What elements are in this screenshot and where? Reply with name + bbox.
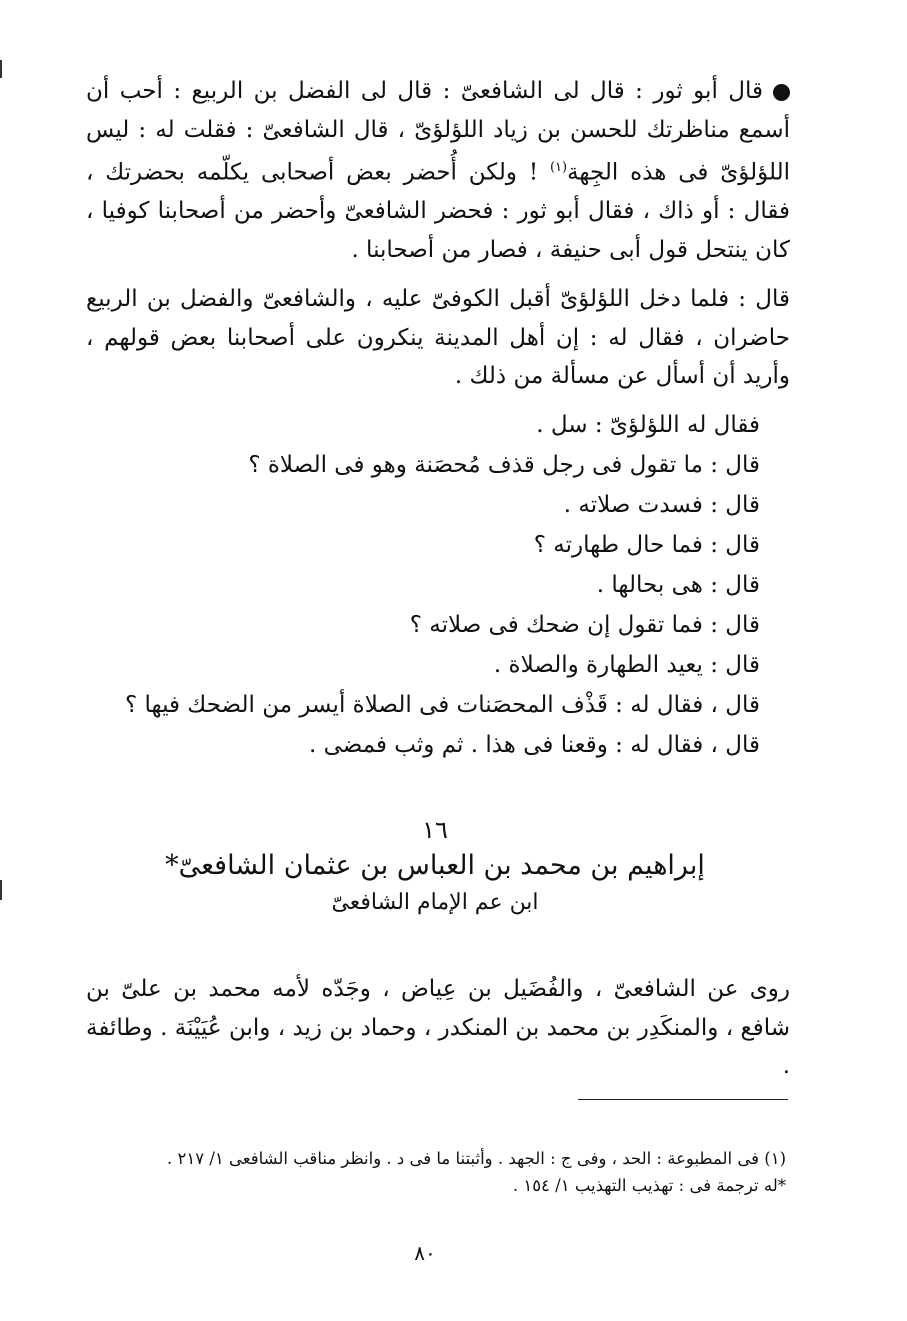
dialogue-line: قال : هى بحالها .: [596, 572, 760, 598]
dialogue-line: قال : ما تقول فى رجل قذف مُحصَنة وهو فى الصلاة ؟: [248, 452, 760, 478]
footnote-reference: (١): [549, 160, 568, 175]
footnotes: [86, 1145, 786, 1199]
dialogue-line: قال : فما تقول إن ضحك فى صلاته ؟: [409, 612, 760, 638]
footnote: (١) فى المطبوعة : الحد ، وفى ج : الجهد . وأثبتنا ما فى د . وانظر مناقب الشافعى ١/ ٢١٧ .: [167, 1149, 786, 1168]
dialogue-line: قال : فما حال طهارته ؟: [533, 532, 760, 558]
margin-mark: [0, 60, 2, 78]
dialogue-line: فقال له اللؤلؤىّ : سل .: [536, 412, 760, 438]
biography-paragraph: روى عن الشافعىّ ، والفُضَيل بن عِياض ، وجَدّه لأمه محمد بن علىّ بن شافع ، والمنكَدِر بن محمد بن المنكدر ، وحماد بن زيد ، وابن عُيَيْنَة . وطائفة .: [86, 976, 790, 1079]
dialogue-line: قال : يعيد الطهارة والصلاة .: [493, 652, 760, 678]
section-number: ١٦: [422, 816, 448, 844]
footnote-divider: [578, 1099, 788, 1100]
page-number: ٨٠: [414, 1241, 436, 1265]
bullet-icon: [773, 84, 790, 101]
section-title: إبراهيم بن محمد بن العباس بن عثمان الشافعىّ*: [165, 850, 705, 881]
paragraph-lulu-entry: قال : فلما دخل اللؤلؤىّ أقبل الكوفىّ عليه ، والشافعىّ والفضل بن الربيع حاضران ، فقال له : إن أهل المدينة ينكرون على أصحابنا بعض قولهم ، وأريد أن أسأل عن مسألة من ذلك .: [86, 286, 790, 389]
paragraph-text-continued: ! ولكن أُحضر بعض أصحابى يكلّمه بحضرتك ، فقال : أو ذاك ، فقال أبو ثور : فحضر الشافعىّ وأحضر من أصحابنا كوفيا ، كان ينتحل قول أبى حنيفة ، فصار من أصحابنا .: [86, 159, 790, 263]
dialogue-line: قال ، فقال له : وقعنا فى هذا . ثم وثب فمضى .: [308, 732, 760, 758]
section-subtitle: ابن عم الإمام الشافعىّ: [331, 890, 539, 915]
dialogue-lines: [86, 405, 760, 765]
paragraph-abu-thawr: [86, 72, 790, 269]
paragraph-text: قال أبو ثور : قال لى الشافعىّ : قال لى الفضل بن الربيع : أحب أن أسمع مناظرتك للحسن بن زياد اللؤلؤىّ ، قال الشافعىّ : فقلت له : ليس اللؤلؤىّ فى هذه الجِهة: [86, 78, 790, 186]
dialogue-line: قال : فسدت صلاته .: [563, 492, 760, 518]
footnote: *له ترجمة فى : تهذيب التهذيب ١/ ١٥٤ .: [512, 1176, 786, 1195]
dialogue-line: قال ، فقال له : قَذْف المحصَنات فى الصلاة أيسر من الضحك فيها ؟: [124, 692, 760, 718]
